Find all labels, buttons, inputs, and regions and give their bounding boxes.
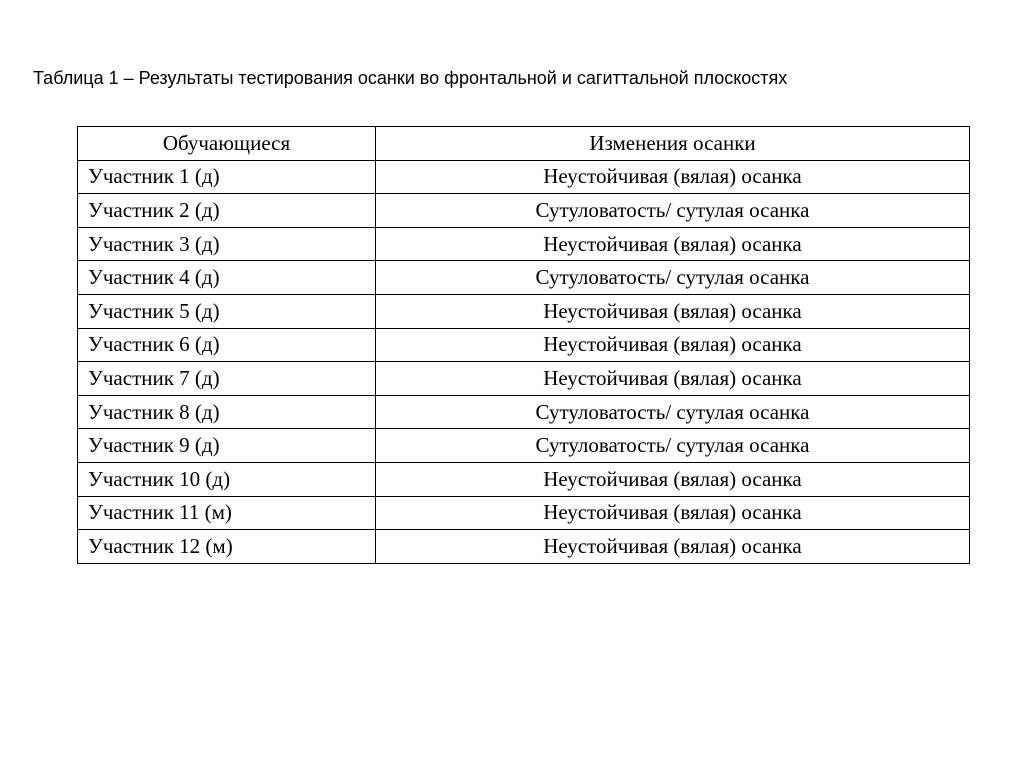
table-row	[78, 261, 970, 295]
posture-change-cell: Сутуловатость/ сутулая осанка	[376, 395, 970, 429]
posture-change-cell: Неустойчивая (вялая) осанка	[376, 294, 970, 328]
table-row	[78, 160, 970, 194]
table-row	[78, 328, 970, 362]
posture-change-cell: Неустойчивая (вялая) осанка	[376, 362, 970, 396]
student-cell: Участник 8 (д)	[78, 395, 376, 429]
posture-results-table	[77, 126, 970, 564]
student-cell: Участник 11 (м)	[78, 496, 376, 530]
posture-change-cell: Сутуловатость/ сутулая осанка	[376, 429, 970, 463]
table-header-row	[78, 127, 970, 161]
posture-change-cell: Неустойчивая (вялая) осанка	[376, 530, 970, 564]
student-cell: Участник 9 (д)	[78, 429, 376, 463]
posture-change-cell: Неустойчивая (вялая) осанка	[376, 328, 970, 362]
posture-change-cell: Неустойчивая (вялая) осанка	[376, 496, 970, 530]
student-cell: Участник 10 (д)	[78, 462, 376, 496]
table-row	[78, 429, 970, 463]
table-row	[78, 362, 970, 396]
table-row	[78, 227, 970, 261]
header-students: Обучающиеся	[78, 127, 376, 161]
student-cell: Участник 7 (д)	[78, 362, 376, 396]
student-cell: Участник 4 (д)	[78, 261, 376, 295]
table-row	[78, 395, 970, 429]
table-row	[78, 194, 970, 228]
posture-change-cell: Неустойчивая (вялая) осанка	[376, 160, 970, 194]
student-cell: Участник 12 (м)	[78, 530, 376, 564]
student-cell: Участник 1 (д)	[78, 160, 376, 194]
student-cell: Участник 6 (д)	[78, 328, 376, 362]
posture-change-cell: Неустойчивая (вялая) осанка	[376, 462, 970, 496]
table-row	[78, 496, 970, 530]
student-cell: Участник 2 (д)	[78, 194, 376, 228]
table-caption: Таблица 1 – Результаты тестирования осанки во фронтальной и сагиттальной плоскостях	[33, 68, 788, 88]
posture-change-cell: Сутуловатость/ сутулая осанка	[376, 194, 970, 228]
student-cell: Участник 3 (д)	[78, 227, 376, 261]
header-posture-changes: Изменения осанки	[376, 127, 970, 161]
table-row	[78, 530, 970, 564]
posture-change-cell: Неустойчивая (вялая) осанка	[376, 227, 970, 261]
student-cell: Участник 5 (д)	[78, 294, 376, 328]
posture-change-cell: Сутуловатость/ сутулая осанка	[376, 261, 970, 295]
table-row	[78, 462, 970, 496]
table-row	[78, 294, 970, 328]
